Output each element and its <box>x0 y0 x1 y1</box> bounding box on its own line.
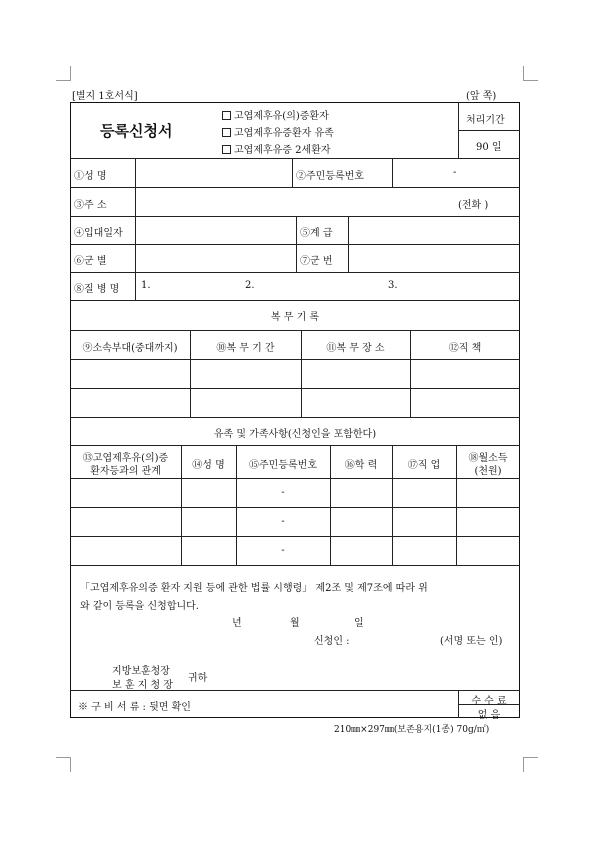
date-day: 일 <box>354 618 364 629</box>
rank-label: ⑤계 급 <box>300 228 333 239</box>
phone-label: (전화 ) <box>458 200 489 211</box>
service-col-unit: ⑨소속부대(중대까지) <box>82 343 178 354</box>
fee-value: 없 음 <box>477 710 501 721</box>
branch-label: ⑥군 별 <box>74 256 107 267</box>
checkbox[interactable] <box>222 111 231 120</box>
service-col-period: ⑩복 무 기 간 <box>216 343 275 354</box>
enlist-date-label: ④입대일자 <box>74 228 123 239</box>
recipient-suffix: 귀하 <box>188 673 208 684</box>
form-number: [별지 1호서식] <box>72 91 138 102</box>
date-month: 월 <box>290 618 300 629</box>
family-col-education: ⑯학 력 <box>344 460 378 471</box>
disease-2: 2. <box>245 280 255 291</box>
recipient-1: 지방보훈청장 <box>112 666 170 677</box>
family-col-job: ⑰직 업 <box>407 460 441 471</box>
rank-field[interactable] <box>349 217 519 243</box>
disease-1: 1. <box>141 280 151 291</box>
branch-field[interactable] <box>136 245 295 271</box>
family-row-1-dash: - <box>281 487 285 498</box>
checkbox-item-2[interactable] <box>222 124 334 139</box>
service-no-label: ⑦군 번 <box>300 256 333 267</box>
checkbox-label: 고엽제후유증 2세환자 <box>234 145 331 156</box>
address-field[interactable] <box>136 188 456 215</box>
statement-line-2: 와 같이 등록을 신청합니다. <box>80 601 199 612</box>
service-record-title: 복 무 기 록 <box>270 312 320 323</box>
side-label: (앞 쪽) <box>466 91 497 102</box>
crop-mark-bottom-left <box>56 757 71 772</box>
checkbox-label: 고엽제후유증환자 유족 <box>234 128 334 139</box>
checkbox[interactable] <box>222 128 231 137</box>
crop-mark-bottom-right <box>523 757 538 772</box>
enlist-date-field[interactable] <box>136 217 295 243</box>
disease-label: ⑧질 병 명 <box>74 284 120 295</box>
family-col-rrn: ⑮주민등록번호 <box>249 460 317 471</box>
family-col-relation-1: ⑬고엽제후유(의)증 <box>82 453 169 464</box>
family-col-name: ⑭성 명 <box>192 460 225 471</box>
paper-spec: 210㎜×297㎜(보존용지(1종) 70g/㎡) <box>334 725 490 735</box>
family-col-relation-2: 환자등과의 관계 <box>90 466 161 477</box>
address-label: ③주 소 <box>74 200 107 211</box>
family-col-income-1: ⑱월소득 <box>468 453 508 464</box>
checkbox-item-1[interactable] <box>222 107 329 122</box>
rrn-dash: - <box>453 167 457 178</box>
required-documents: ※ 구 비 서 류 : 뒷면 확인 <box>78 702 191 713</box>
disease-3: 3. <box>388 280 398 291</box>
form-title: 등록신청서 <box>100 122 173 140</box>
date-year: 년 <box>232 618 242 629</box>
family-row-3-dash: - <box>281 545 285 556</box>
family-title: 유족 및 가족사항(신청인을 포함한다) <box>213 429 377 440</box>
fee-label: 수 수 료 <box>471 696 507 707</box>
processing-value: 90 일 <box>476 142 502 153</box>
applicant-label: 신청인 : <box>314 636 350 647</box>
service-col-place: ⑪복 무 장 소 <box>326 343 385 354</box>
crop-mark-top-left <box>56 66 71 81</box>
family-col-income-2: (천원) <box>474 466 502 477</box>
checkbox-label: 고엽제후유(의)증환자 <box>234 111 329 122</box>
statement-line-1: 「고엽제후유의증 환자 지원 등에 관한 법률 시행령」 제2조 및 제7조에 따라 위 <box>80 583 428 594</box>
service-col-duty: ⑫직 책 <box>448 343 482 354</box>
service-no-field[interactable] <box>349 245 519 271</box>
name-field[interactable] <box>136 159 291 186</box>
crop-mark-top-right <box>523 66 538 81</box>
recipient-2: 보 훈 지 청 장 <box>112 680 174 691</box>
rrn-label: ②주민등록번호 <box>296 171 364 182</box>
name-label: ①성 명 <box>74 171 107 182</box>
checkbox[interactable] <box>222 145 231 154</box>
processing-label: 처리기간 <box>466 115 505 126</box>
sign-label: (서명 또는 인) <box>440 636 503 647</box>
family-row-2-dash: - <box>281 516 285 527</box>
checkbox-item-3[interactable] <box>222 141 330 156</box>
